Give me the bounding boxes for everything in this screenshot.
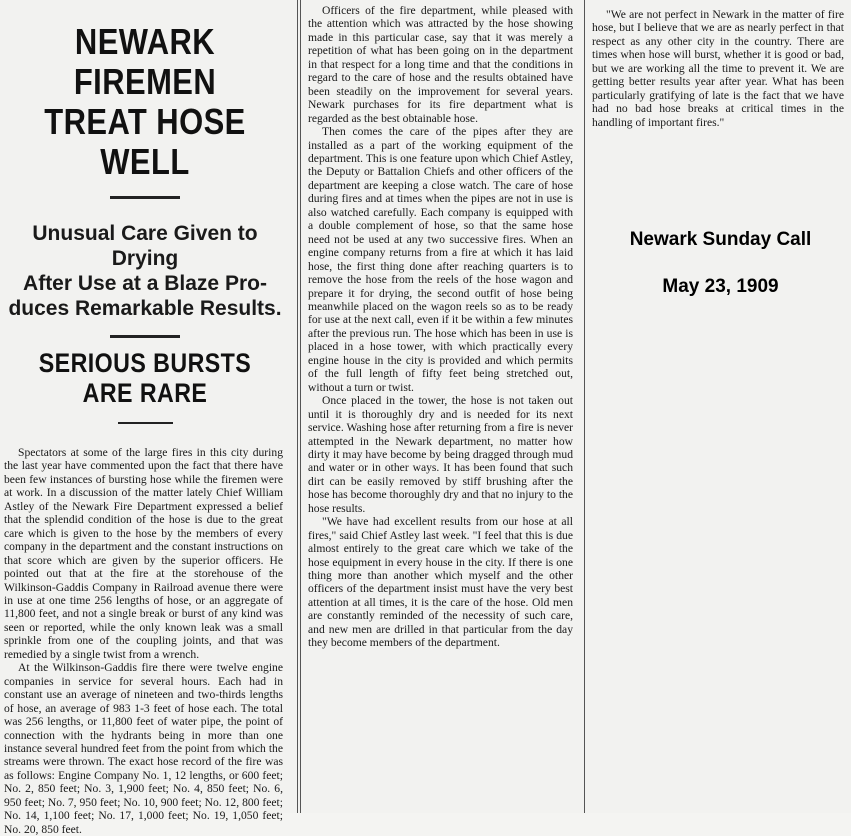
column-rule (297, 0, 298, 813)
column-2 (304, 0, 580, 813)
deck-line-1: Unusual Care Given to Drying (32, 222, 258, 270)
article-body-col2 (304, 4, 580, 650)
subhead: SERIOUS BURSTS ARE RARE (38, 348, 252, 408)
source-newspaper: Newark Sunday Call (629, 229, 812, 250)
separator-rule (118, 422, 173, 424)
separator-rule (110, 196, 180, 199)
paragraph: "We are not perfect in Newark in the matter of fire hose, but I believe that we are as nearly perfect in that respect as any other city in the country. There are times when hose will burst, whether it is good or bad, but we are working all the time to prevent it. We are getting better results year after year. What has been particularly gratifying of late is the fact that we have had no bad hose breaks at critical times in the handling of important fires." (592, 8, 844, 129)
headline (20, 22, 269, 182)
column-3 (590, 0, 851, 813)
paragraph: Officers of the fire department, while pleased with the attention which was attracted by the hose showing made in this particular case, say that it was merely a repetition of what has been going on in the department in that respect for a long time and that the conditions in regard to the care of hose and the results obtained have been steadily on the improvement for several years. Newark purchases for its fire department what is regarded as the best obtainable hose. (308, 4, 573, 125)
paragraph: Once placed in the tower, the hose is not taken out until it is thoroughly dry and is needed for its next service. Washing hose after returning from a fire is never attempted in the Newark department, no matter how dirty it may have become by being dragged through mud and water or in other ways. It has been found that such dirt can be easily removed by stiff brushing after the hose has become thoroughly dry and that no injury to the hose results. (308, 394, 573, 515)
separator-rule (110, 335, 180, 338)
article-body-col3 (590, 8, 851, 129)
article-body-col1 (0, 446, 290, 836)
deck-line-2: After Use at a Blaze Pro- (23, 272, 267, 295)
deck (0, 221, 290, 321)
paragraph: Spectators at some of the large fires in this city during the last year have commented upon the fact that there have been few instances of bursting hose while the firemen were at work. In a discussion of the matter lately Chief William Astley of the Newark Fire Department expressed a belief that the splendid condition of the hose is due to the great care which is given to the hose by the members of every company in the department and the constant instructions on that score which are given by the superior officers. He pointed out that at the fire at the storehouse of the Wilkinson-Gaddis Company in Railroad avenue there were in use at one time 256 lengths of hose, or an aggregate of 11,800 feet, and not a single break or burst of any kind was seen or reported, while the only known leak was a small sprinkle from one of the coupling joints, and that was remedied by a single twist from a wrench. (4, 446, 283, 661)
column-rule (300, 0, 301, 813)
paragraph: "We have had excellent results from our hose at all fires," said Chief Astley last week. "I feel that this is due almost entirely to the great care which we take of the hose equipment in every house in the city. If there is one thing more than another which myself and the other officers of the department insist must have the very best attention at all times, it is the care of the hose. Old men are constantly reminded of the necessity of such care, and new men are drilled in that particular from the day they become members of the department. (308, 515, 573, 650)
deck-line-3: duces Remarkable Results. (8, 297, 282, 320)
headline-line-2: TREAT HOSE WELL (44, 101, 246, 182)
paragraph: Then comes the care of the pipes after they are installed as a part of the working equipment of the department. This is one feature upon which Chief Astley, the Deputy or Battalion Chiefs and other officers of the department are keeping a close watch. The care of hose during fires and at times when the pipes are not in use is also watched carefully. Each company is equipped with a double complement of hose, so that the same hose need not be used at any two successive fires. When an engine company returns from a fire at which it has laid hose, the first thing done after reaching quarters is to remove the hose from the reels of the hose wagon and prepare it for drying, the second outfit of hose being meanwhile placed on the wagon reels so as to be ready for use at the next call, even if it be within a few minutes after the previous run. The hose which has been in use is placed in a hose tower, with which practically every engine house in the city is provided and which permits of the full length of fifty feet being stretched out, without a turn or twist. (308, 125, 573, 394)
column-rule (584, 0, 585, 813)
column-1 (0, 0, 290, 836)
headline-line-1: NEWARK FIREMEN (73, 21, 217, 102)
source-date: May 23, 1909 (662, 276, 779, 297)
paragraph: At the Wilkinson-Gaddis fire there were twelve engine companies in service for several hours. Each had in constant use an average of nineteen and two-thirds lengths of hose, an average of 983 1-3 feet of hose each. The total was 256 lengths, or 11,800 feet of water pipe, the point of connection with the hydrants being in more than one instance several hundred feet from the point from which the streams were thrown. The exact hose record of the fire was as follows: Engine Company No. 1, 12 lengths, or 600 feet; No. 2, 850 feet; No. 3, 1,900 feet; No. 4, 850 feet; No. 6, 950 feet; No. 7, 950 feet; No. 10, 900 feet; No. 12, 800 feet; No. 14, 1,100 feet; No. 17, 1,000 feet; No. 19, 1,050 feet; No. 20, 850 feet. (4, 661, 283, 836)
